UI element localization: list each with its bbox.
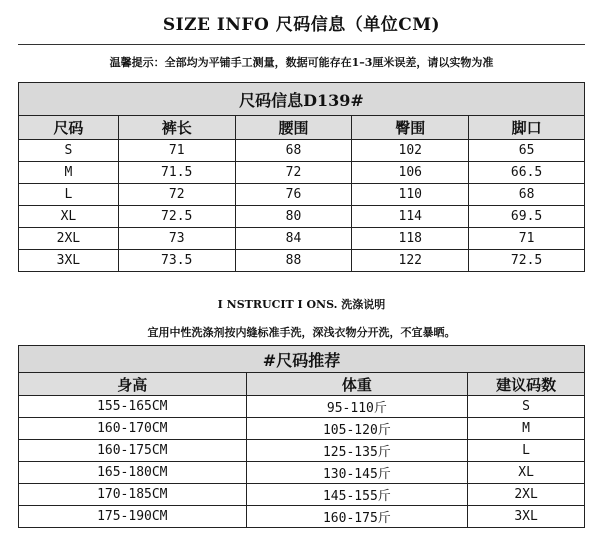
title-divider <box>18 44 585 45</box>
recommend-table-header-cell: 建议码数 <box>468 373 585 396</box>
recommend-table-cell: 130-145斤 <box>246 462 468 484</box>
recommend-table-cell: 125-135斤 <box>246 440 468 462</box>
recommend-table-header-cell: 身高 <box>19 373 247 396</box>
recommend-table-cell: 160-175斤 <box>246 506 468 528</box>
size-table-cell: 76 <box>235 184 352 206</box>
table-row <box>19 506 585 528</box>
recommend-table-cell: 160-175CM <box>19 440 247 462</box>
size-table-cell: 72.5 <box>469 250 585 272</box>
size-table-cell: 102 <box>352 140 469 162</box>
table-row <box>19 462 585 484</box>
size-table-cell: 106 <box>352 162 469 184</box>
size-info-table <box>18 82 585 272</box>
table-row <box>19 228 585 250</box>
table-row <box>19 140 585 162</box>
table-row <box>19 484 585 506</box>
table-row <box>19 162 585 184</box>
size-table-cell: 2XL <box>19 228 119 250</box>
recommend-table-cell: L <box>468 440 585 462</box>
size-table-banner: 尺码信息D139# <box>19 83 585 116</box>
page-title: SIZE INFO 尺码信息（单位CM) <box>162 15 441 35</box>
recommend-table-cell: 145-155斤 <box>246 484 468 506</box>
size-table-cell: 110 <box>352 184 469 206</box>
size-table-cell: 66.5 <box>469 162 585 184</box>
size-table-cell: 73.5 <box>118 250 235 272</box>
size-table-cell: 122 <box>352 250 469 272</box>
table-row <box>19 396 585 418</box>
size-table-cell: 88 <box>235 250 352 272</box>
table-row <box>19 440 585 462</box>
size-table-header-cell: 脚口 <box>469 116 585 140</box>
size-table-header-cell: 裤长 <box>118 116 235 140</box>
size-table-cell: 3XL <box>19 250 119 272</box>
size-table-cell: XL <box>19 206 119 228</box>
size-table-cell: 84 <box>235 228 352 250</box>
recommend-table-cell: 2XL <box>468 484 585 506</box>
size-table-cell: 72 <box>235 162 352 184</box>
recommend-table-header-cell: 体重 <box>246 373 468 396</box>
size-table-header-cell: 臀围 <box>352 116 469 140</box>
size-table-header-cell: 尺码 <box>19 116 119 140</box>
wash-note: 宜用中性洗涤剂按内缝标准手洗，深浅衣物分开洗，不宜暴晒。 <box>147 326 456 339</box>
size-table-cell: 72 <box>118 184 235 206</box>
size-table-cell: 71 <box>118 140 235 162</box>
recommend-table-cell: 165-180CM <box>19 462 247 484</box>
size-table-cell: 114 <box>352 206 469 228</box>
size-table-cell: 118 <box>352 228 469 250</box>
size-table-cell: 65 <box>469 140 585 162</box>
size-table-cell: S <box>19 140 119 162</box>
table-row <box>19 184 585 206</box>
measurement-tip: 温馨提示：全部均为平铺手工测量，数据可能存在1–3厘米误差，请以实物为准 <box>109 56 494 69</box>
size-table-cell: 69.5 <box>469 206 585 228</box>
recommend-table-banner: #尺码推荐 <box>19 346 585 373</box>
table-row <box>19 206 585 228</box>
recommend-table-cell: 3XL <box>468 506 585 528</box>
instructions-title: I NSTRUCIT I ONS. 洗涤说明 <box>217 298 386 311</box>
size-recommend-table <box>18 345 585 528</box>
recommend-table-cell: XL <box>468 462 585 484</box>
recommend-table-header-row <box>19 373 585 396</box>
size-table-cell: 80 <box>235 206 352 228</box>
size-table-cell: 71.5 <box>118 162 235 184</box>
table-row <box>19 250 585 272</box>
recommend-table-cell: 95-110斤 <box>246 396 468 418</box>
recommend-table-cell: 155-165CM <box>19 396 247 418</box>
recommend-table-cell: 170-185CM <box>19 484 247 506</box>
size-table-header-row <box>19 116 585 140</box>
size-table-cell: 72.5 <box>118 206 235 228</box>
size-table-cell: 71 <box>469 228 585 250</box>
size-table-cell: L <box>19 184 119 206</box>
size-table-cell: 68 <box>469 184 585 206</box>
size-table-header-cell: 腰围 <box>235 116 352 140</box>
recommend-table-cell: 160-170CM <box>19 418 247 440</box>
recommend-table-cell: 105-120斤 <box>246 418 468 440</box>
recommend-table-cell: 175-190CM <box>19 506 247 528</box>
size-table-cell: 73 <box>118 228 235 250</box>
recommend-table-cell: M <box>468 418 585 440</box>
size-table-cell: 68 <box>235 140 352 162</box>
recommend-table-cell: S <box>468 396 585 418</box>
table-row <box>19 418 585 440</box>
size-table-cell: M <box>19 162 119 184</box>
